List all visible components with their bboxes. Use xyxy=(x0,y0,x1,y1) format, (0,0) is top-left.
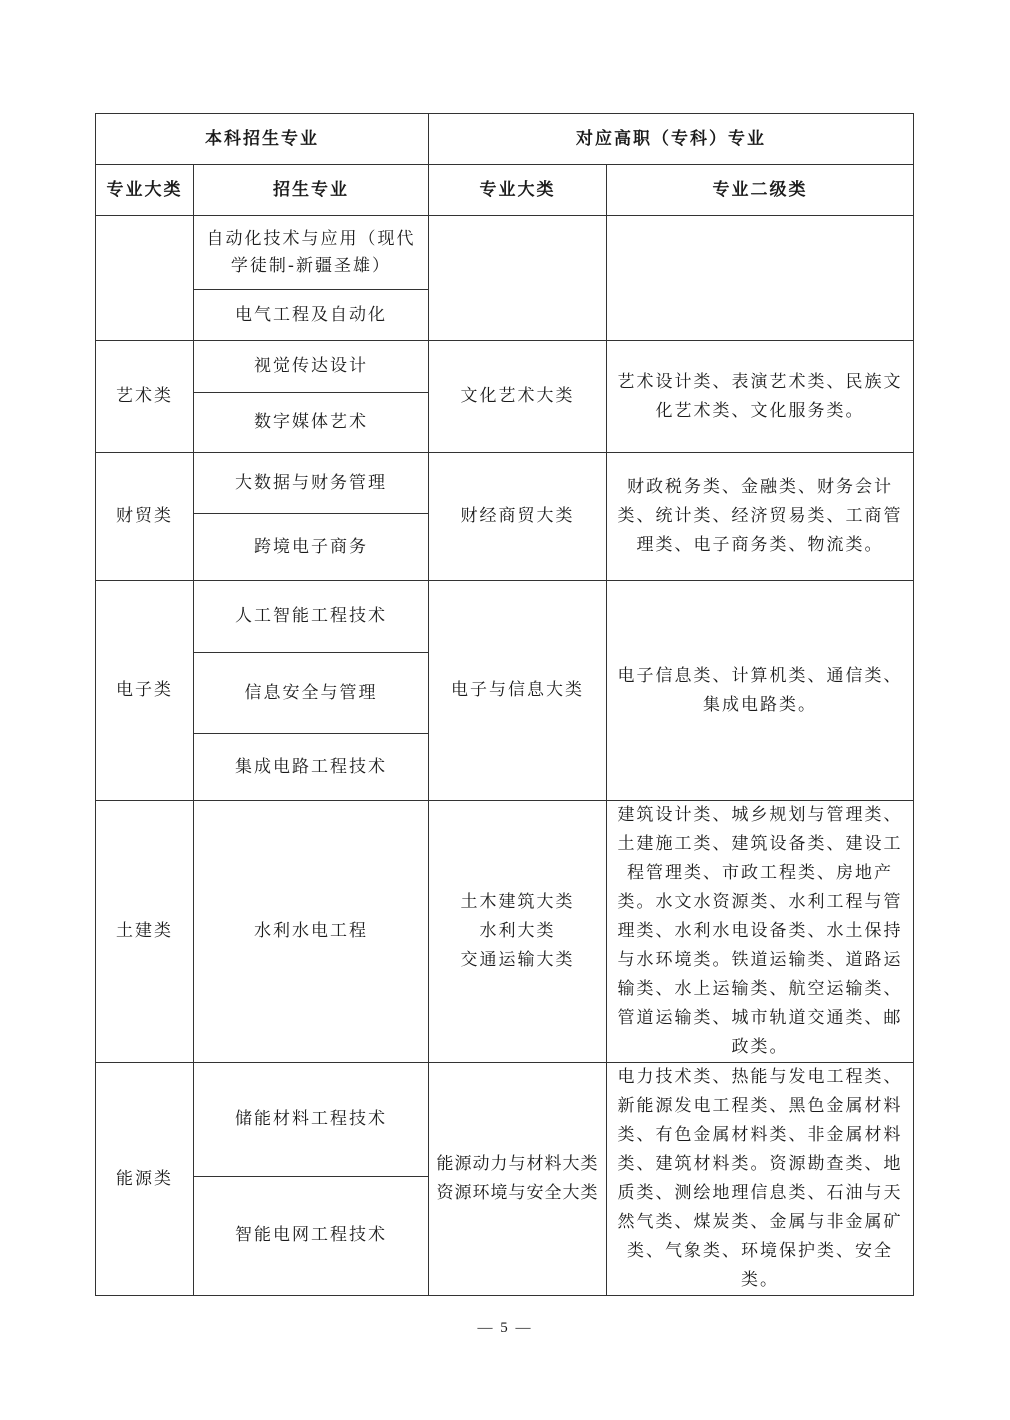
major-cell: 储能材料工程技术 xyxy=(194,1063,429,1177)
table-row xyxy=(96,216,914,290)
table-row xyxy=(96,341,914,393)
group-header-vocational: 对应高职（专科）专业 xyxy=(429,114,914,165)
page-number: — 5 — xyxy=(477,1320,533,1336)
column-header-vocational-category: 专业大类 xyxy=(429,165,607,216)
major-cell: 水利水电工程 xyxy=(194,801,429,1063)
vocational-subcategory-cell: 建筑设计类、城乡规划与管理类、土建施工类、建筑设备类、建设工程管理类、市政工程类、房地产类。水文水资源类、水利工程与管理类、水利水电设备类、水土保持与水环境类。铁道运输类、道路运输类、水上运输类、航空运输类、管道运输类、城市轨道交通类、邮政类。 xyxy=(607,801,914,1063)
column-header-row xyxy=(96,165,914,216)
major-cell: 大数据与财务管理 xyxy=(194,453,429,514)
vocational-category-line: 交通运输大类 xyxy=(460,950,575,970)
category-cell: 财贸类 xyxy=(96,453,194,581)
major-cell: 电气工程及自动化 xyxy=(194,290,429,341)
vocational-category-line: 能源动力与材料大类 xyxy=(436,1154,599,1174)
vocational-subcategory-cell: 电力技术类、热能与发电工程类、新能源发电工程类、黑色金属材料类、有色金属材料类、非金属材料类、建筑材料类。资源勘查类、地质类、测绘地理信息类、石油与天然气类、煤炭类、金属与非金属矿类、气象类、环境保护类、安全类。 xyxy=(607,1063,914,1296)
vocational-category-cell xyxy=(429,1063,607,1296)
major-cell: 视觉传达设计 xyxy=(194,341,429,393)
column-header-category: 专业大类 xyxy=(96,165,194,216)
major-cell: 数字媒体艺术 xyxy=(194,393,429,453)
major-cell: 人工智能工程技术 xyxy=(194,581,429,653)
major-correspondence-table xyxy=(95,113,914,1296)
vocational-category-cell xyxy=(429,216,607,341)
column-header-vocational-subcategory: 专业二级类 xyxy=(607,165,914,216)
vocational-subcategory-cell: 财政税务类、金融类、财务会计类、统计类、经济贸易类、工商管理类、电子商务类、物流类。 xyxy=(607,453,914,581)
vocational-category-cell: 财经商贸大类 xyxy=(429,453,607,581)
category-cell: 土建类 xyxy=(96,801,194,1063)
vocational-category-line: 资源环境与安全大类 xyxy=(436,1183,599,1203)
vocational-category-line: 水利大类 xyxy=(479,921,556,941)
category-cell: 能源类 xyxy=(96,1063,194,1296)
vocational-subcategory-cell: 艺术设计类、表演艺术类、民族文化艺术类、文化服务类。 xyxy=(607,341,914,453)
major-cell: 跨境电子商务 xyxy=(194,514,429,581)
table-row xyxy=(96,1063,914,1177)
group-header-row xyxy=(96,114,914,165)
category-cell xyxy=(96,216,194,341)
table-row xyxy=(96,801,914,1063)
table-row xyxy=(96,581,914,653)
vocational-subcategory-cell xyxy=(607,216,914,341)
table-row xyxy=(96,453,914,514)
major-cell: 智能电网工程技术 xyxy=(194,1176,429,1295)
column-header-major: 招生专业 xyxy=(194,165,429,216)
vocational-category-cell: 电子与信息大类 xyxy=(429,581,607,801)
major-cell: 集成电路工程技术 xyxy=(194,734,429,801)
vocational-subcategory-cell: 电子信息类、计算机类、通信类、集成电路类。 xyxy=(607,581,914,801)
vocational-category-cell: 文化艺术大类 xyxy=(429,341,607,453)
vocational-category-line: 土木建筑大类 xyxy=(460,892,575,912)
major-cell: 自动化技术与应用（现代学徒制-新疆圣雄） xyxy=(194,216,429,290)
category-cell: 艺术类 xyxy=(96,341,194,453)
major-cell: 信息安全与管理 xyxy=(194,653,429,734)
vocational-category-cell xyxy=(429,801,607,1063)
category-cell: 电子类 xyxy=(96,581,194,801)
group-header-undergraduate: 本科招生专业 xyxy=(96,114,429,165)
